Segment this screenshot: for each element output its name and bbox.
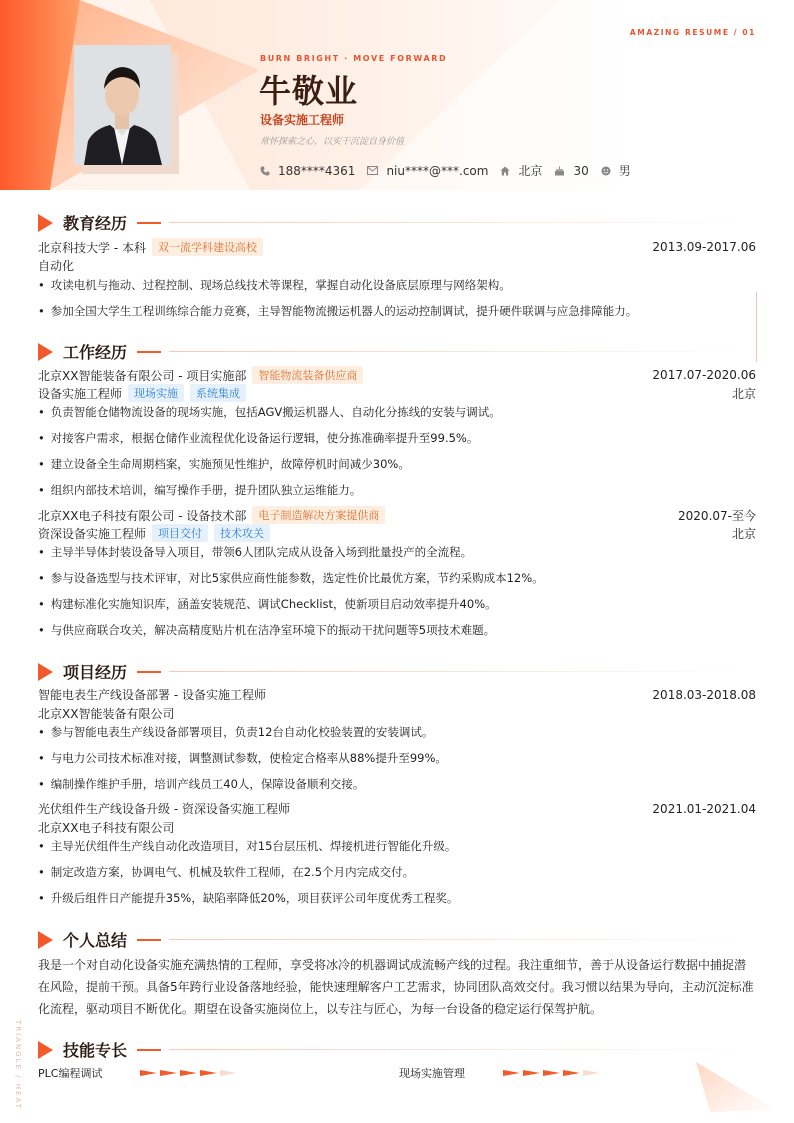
skill-arrow-filled-icon xyxy=(160,1069,180,1077)
project-org: 北京XX智能装备有限公司 xyxy=(38,707,175,721)
company-badge: 电子制造解决方案提供商 xyxy=(252,506,385,524)
job-bullet: • 建立设备全生命周期档案，实施预见性维护，故障停机时间减少30%。 xyxy=(38,456,756,472)
job-tag: 项目交付 xyxy=(152,524,208,542)
job-tag: 系统集成 xyxy=(190,384,246,402)
section-summary-title: 个人总结 xyxy=(38,928,756,951)
phone-number: 188****4361 xyxy=(278,163,356,178)
job-tag: 现场实施 xyxy=(128,384,184,402)
email-address: niu****@***.com xyxy=(386,163,489,178)
education-header xyxy=(38,238,756,256)
motto: 常怀探索之心，以实干沉淀自身价值 xyxy=(260,137,405,147)
job-header xyxy=(38,366,756,384)
school-name: 北京科技大学 - 本科 xyxy=(38,240,146,255)
contact-gender xyxy=(601,162,631,179)
section-triangle-icon xyxy=(38,214,53,232)
project-name: 光伏组件生产线设备升级 - 资深设备实施工程师 xyxy=(38,802,290,816)
job-position: 设备实施工程师 xyxy=(38,386,123,401)
section-triangle-icon xyxy=(38,1041,53,1059)
project-org: 北京XX电子科技有限公司 xyxy=(38,821,175,835)
slogan: BURN BRIGHT · MOVE FORWARD xyxy=(260,54,448,63)
job-bullet: • 主导半导体封装设备导入项目，带领6人团队完成从设备入场到批量投产的全流程。 xyxy=(38,544,756,560)
section-education-title: 教育经历 xyxy=(38,211,756,234)
job-position: 资深设备实施工程师 xyxy=(38,526,147,541)
job-header xyxy=(38,506,756,524)
job-bullet: • 组织内部技术培训，编写操作手册，提升团队独立运维能力。 xyxy=(38,482,756,498)
job-bullet: • 负责智能仓储物流设备的现场实施，包括AGV搬运机器人、自动化分拣线的安装与调试。 xyxy=(38,404,756,420)
project-date: 2021.01-2021.04 xyxy=(652,801,756,816)
project-bullet: • 升级后组件日产能提升35%，缺陷率降低20%，项目获评公司年度优秀工程奖。 xyxy=(38,890,756,906)
skill-item xyxy=(399,1065,603,1081)
section-projects-title: 项目经历 xyxy=(38,660,756,683)
skill-arrow-filled-icon xyxy=(140,1069,160,1077)
job-bullet: • 对接客户需求，根据仓储作业流程优化设备运行逻辑，使分拣准确率提升至99.5%。 xyxy=(38,430,756,446)
job-date: 2020.07-至今 xyxy=(678,508,756,523)
contact-email xyxy=(367,164,488,178)
footer-triangle xyxy=(690,1060,794,1123)
section-skills-title: 技能专长 xyxy=(38,1038,756,1061)
cake-icon xyxy=(554,166,565,176)
job-city: 北京 xyxy=(731,526,756,541)
project-bullet: • 主导光伏组件生产线自动化改造项目，对15台层压机、焊接机进行智能化升级。 xyxy=(38,838,756,854)
contact-age xyxy=(554,164,588,178)
contact-phone xyxy=(260,164,355,178)
school-badge: 双一流学科建设高校 xyxy=(152,238,263,256)
skill-arrow-empty-icon xyxy=(220,1069,240,1077)
education-bullet: • 攻读电机与拖动、过程控制、现场总线技术等课程，掌握自动化设备底层原理与网络架构。 xyxy=(38,277,756,293)
job-date: 2017.07-2020.06 xyxy=(652,368,756,382)
phone-icon xyxy=(260,166,270,176)
skill-arrow-filled-icon xyxy=(180,1069,200,1077)
candidate-name: 牛敬业 xyxy=(259,72,359,110)
skill-item xyxy=(38,1065,240,1081)
summary-text: 我是一个对自动化设备实施充满热情的工程师，享受将冰冷的机器调试成流畅产线的过程。我注重细节，善于从设备运行数据中捕捉潜 在风险，提前干预。具备5年跨行业设备落地经验，能快速理解客户工艺需求，协同团队高效交付。我习惯以结果为导向，主动沉淀标准 化流程，驱动项目不断优化。期望在设备实施岗位上，以专注与匠心，为每一台设备的稳定运行保驾护航。 xyxy=(38,958,754,1016)
section-triangle-icon xyxy=(38,343,53,361)
project-date: 2018.03-2018.08 xyxy=(652,687,756,702)
company-name: 北京XX智能装备有限公司 - 项目实施部 xyxy=(38,368,247,383)
job-city: 北京 xyxy=(731,386,756,401)
job-position-row xyxy=(38,524,756,542)
skill-arrow-filled-icon xyxy=(200,1069,220,1077)
education-major: 自动化 xyxy=(38,259,75,273)
skill-arrow-filled-icon xyxy=(543,1069,563,1077)
skill-arrow-filled-icon xyxy=(503,1069,523,1077)
skill-arrow-empty-icon xyxy=(583,1069,603,1077)
job-bullet: • 参与设备选型与技术评审，对比5家供应商性能参数，选定性价比最优方案，节约采购成本12%。 xyxy=(38,570,756,586)
job-title: 设备实施工程师 xyxy=(260,113,345,127)
top-tag: AMAZING RESUME / 01 xyxy=(629,28,756,37)
section-triangle-icon xyxy=(38,663,53,681)
contact-city xyxy=(500,162,542,179)
education-bullet: • 参加全国大学生工程训练综合能力竞赛，主导智能物流搬运机器人的运动控制调试，提升硬件联调与应急排障能力。 xyxy=(38,303,756,319)
job-bullet: • 构建标准化实施知识库，涵盖安装规范、调试Checklist，使新项目启动效率提升40%。 xyxy=(38,596,756,612)
job-position-row xyxy=(38,384,756,402)
project-bullet: • 制定改造方案，协调电气、机械及软件工程师，在2.5个月内完成交付。 xyxy=(38,864,756,880)
job-tag: 技术攻关 xyxy=(214,524,270,542)
project-header xyxy=(38,800,756,817)
age: 30 xyxy=(573,163,589,178)
mail-icon xyxy=(367,166,378,175)
company-badge: 智能物流装备供应商 xyxy=(252,366,363,384)
city: 北京 xyxy=(518,164,543,178)
skill-name: 现场实施管理 xyxy=(399,1067,465,1080)
project-bullet: • 编制操作维护手册，培训产线员工40人，保障设备顺利交接。 xyxy=(38,776,756,792)
job-bullet: • 与供应商联合攻关，解决高精度贴片机在洁净室环境下的振动干扰问题等5项技术难题。 xyxy=(38,622,756,638)
divider xyxy=(756,292,757,362)
avatar xyxy=(74,45,171,165)
skill-arrow-filled-icon xyxy=(563,1069,583,1077)
project-header xyxy=(38,686,756,703)
project-bullet: • 参与智能电表生产线设备部署项目，负责12台自动化校验装置的安装调试。 xyxy=(38,724,756,740)
skill-name: PLC编程调试 xyxy=(38,1067,103,1080)
section-triangle-icon xyxy=(38,931,53,949)
home-icon xyxy=(500,166,510,176)
skill-level-bar xyxy=(503,1069,603,1077)
gender: 男 xyxy=(618,164,631,178)
project-name: 智能电表生产线设备部署 - 设备实施工程师 xyxy=(38,688,266,702)
education-date: 2013.09-2017.06 xyxy=(652,240,756,254)
side-label: TRIANGLE / HEAT xyxy=(14,1020,22,1110)
company-name: 北京XX电子科技有限公司 - 设备技术部 xyxy=(38,508,247,523)
skill-level-bar xyxy=(140,1069,240,1077)
gender-icon xyxy=(601,166,611,176)
section-work-title: 工作经历 xyxy=(38,340,756,363)
project-bullet: • 与电力公司技术标准对接，调整测试参数，使检定合格率从88%提升至99%。 xyxy=(38,750,756,766)
contact-row xyxy=(260,162,643,179)
skill-arrow-filled-icon xyxy=(523,1069,543,1077)
